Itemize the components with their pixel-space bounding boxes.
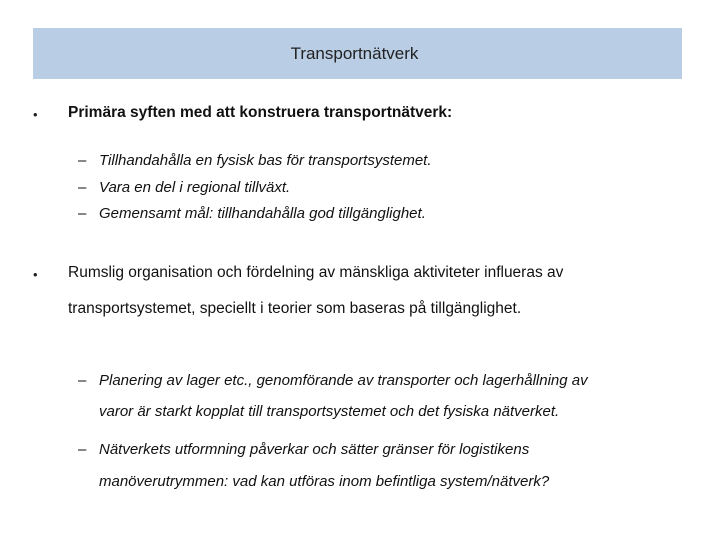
subitem-1-3: Gemensamt mål: tillhandahålla god tillgänglighet. <box>99 205 426 222</box>
subitem-1-1: Tillhandahålla en fysisk bas för transportsystemet. <box>99 152 432 169</box>
subitem-2-2-line2: manöverutrymmen: vad kan utföras inom befintliga system/nätverk? <box>99 473 550 490</box>
bullet-marker: • <box>33 107 38 122</box>
bullet-marker: • <box>33 267 38 282</box>
dash-marker: – <box>78 441 87 458</box>
bullet-1-text: Primära syften med att konstruera transportnätverk: <box>68 104 453 121</box>
subitem-2-1-line1: Planering av lager etc., genomförande av transporter och lagerhållning av <box>99 372 588 389</box>
subitem-2-1-line2: varor är starkt kopplat till transportsystemet och det fysiska nätverket. <box>99 403 560 420</box>
bullet-2-text-line1: Rumslig organisation och fördelning av mänskliga aktiviteter influeras av <box>68 264 564 281</box>
dash-marker: – <box>78 205 87 222</box>
subitem-2-2-line1: Nätverkets utformning påverkar och sätter gränser för logistikens <box>99 441 530 458</box>
dash-marker: – <box>78 179 87 196</box>
dash-marker: – <box>78 152 87 169</box>
subitem-1-2: Vara en del i regional tillväxt. <box>99 179 291 196</box>
title-bar <box>33 28 682 79</box>
bullet-2-text-line2: transportsystemet, speciellt i teorier som baseras på tillgänglighet. <box>68 300 522 317</box>
slide-title: Transportnätverk <box>290 43 419 63</box>
dash-marker: – <box>78 372 87 389</box>
